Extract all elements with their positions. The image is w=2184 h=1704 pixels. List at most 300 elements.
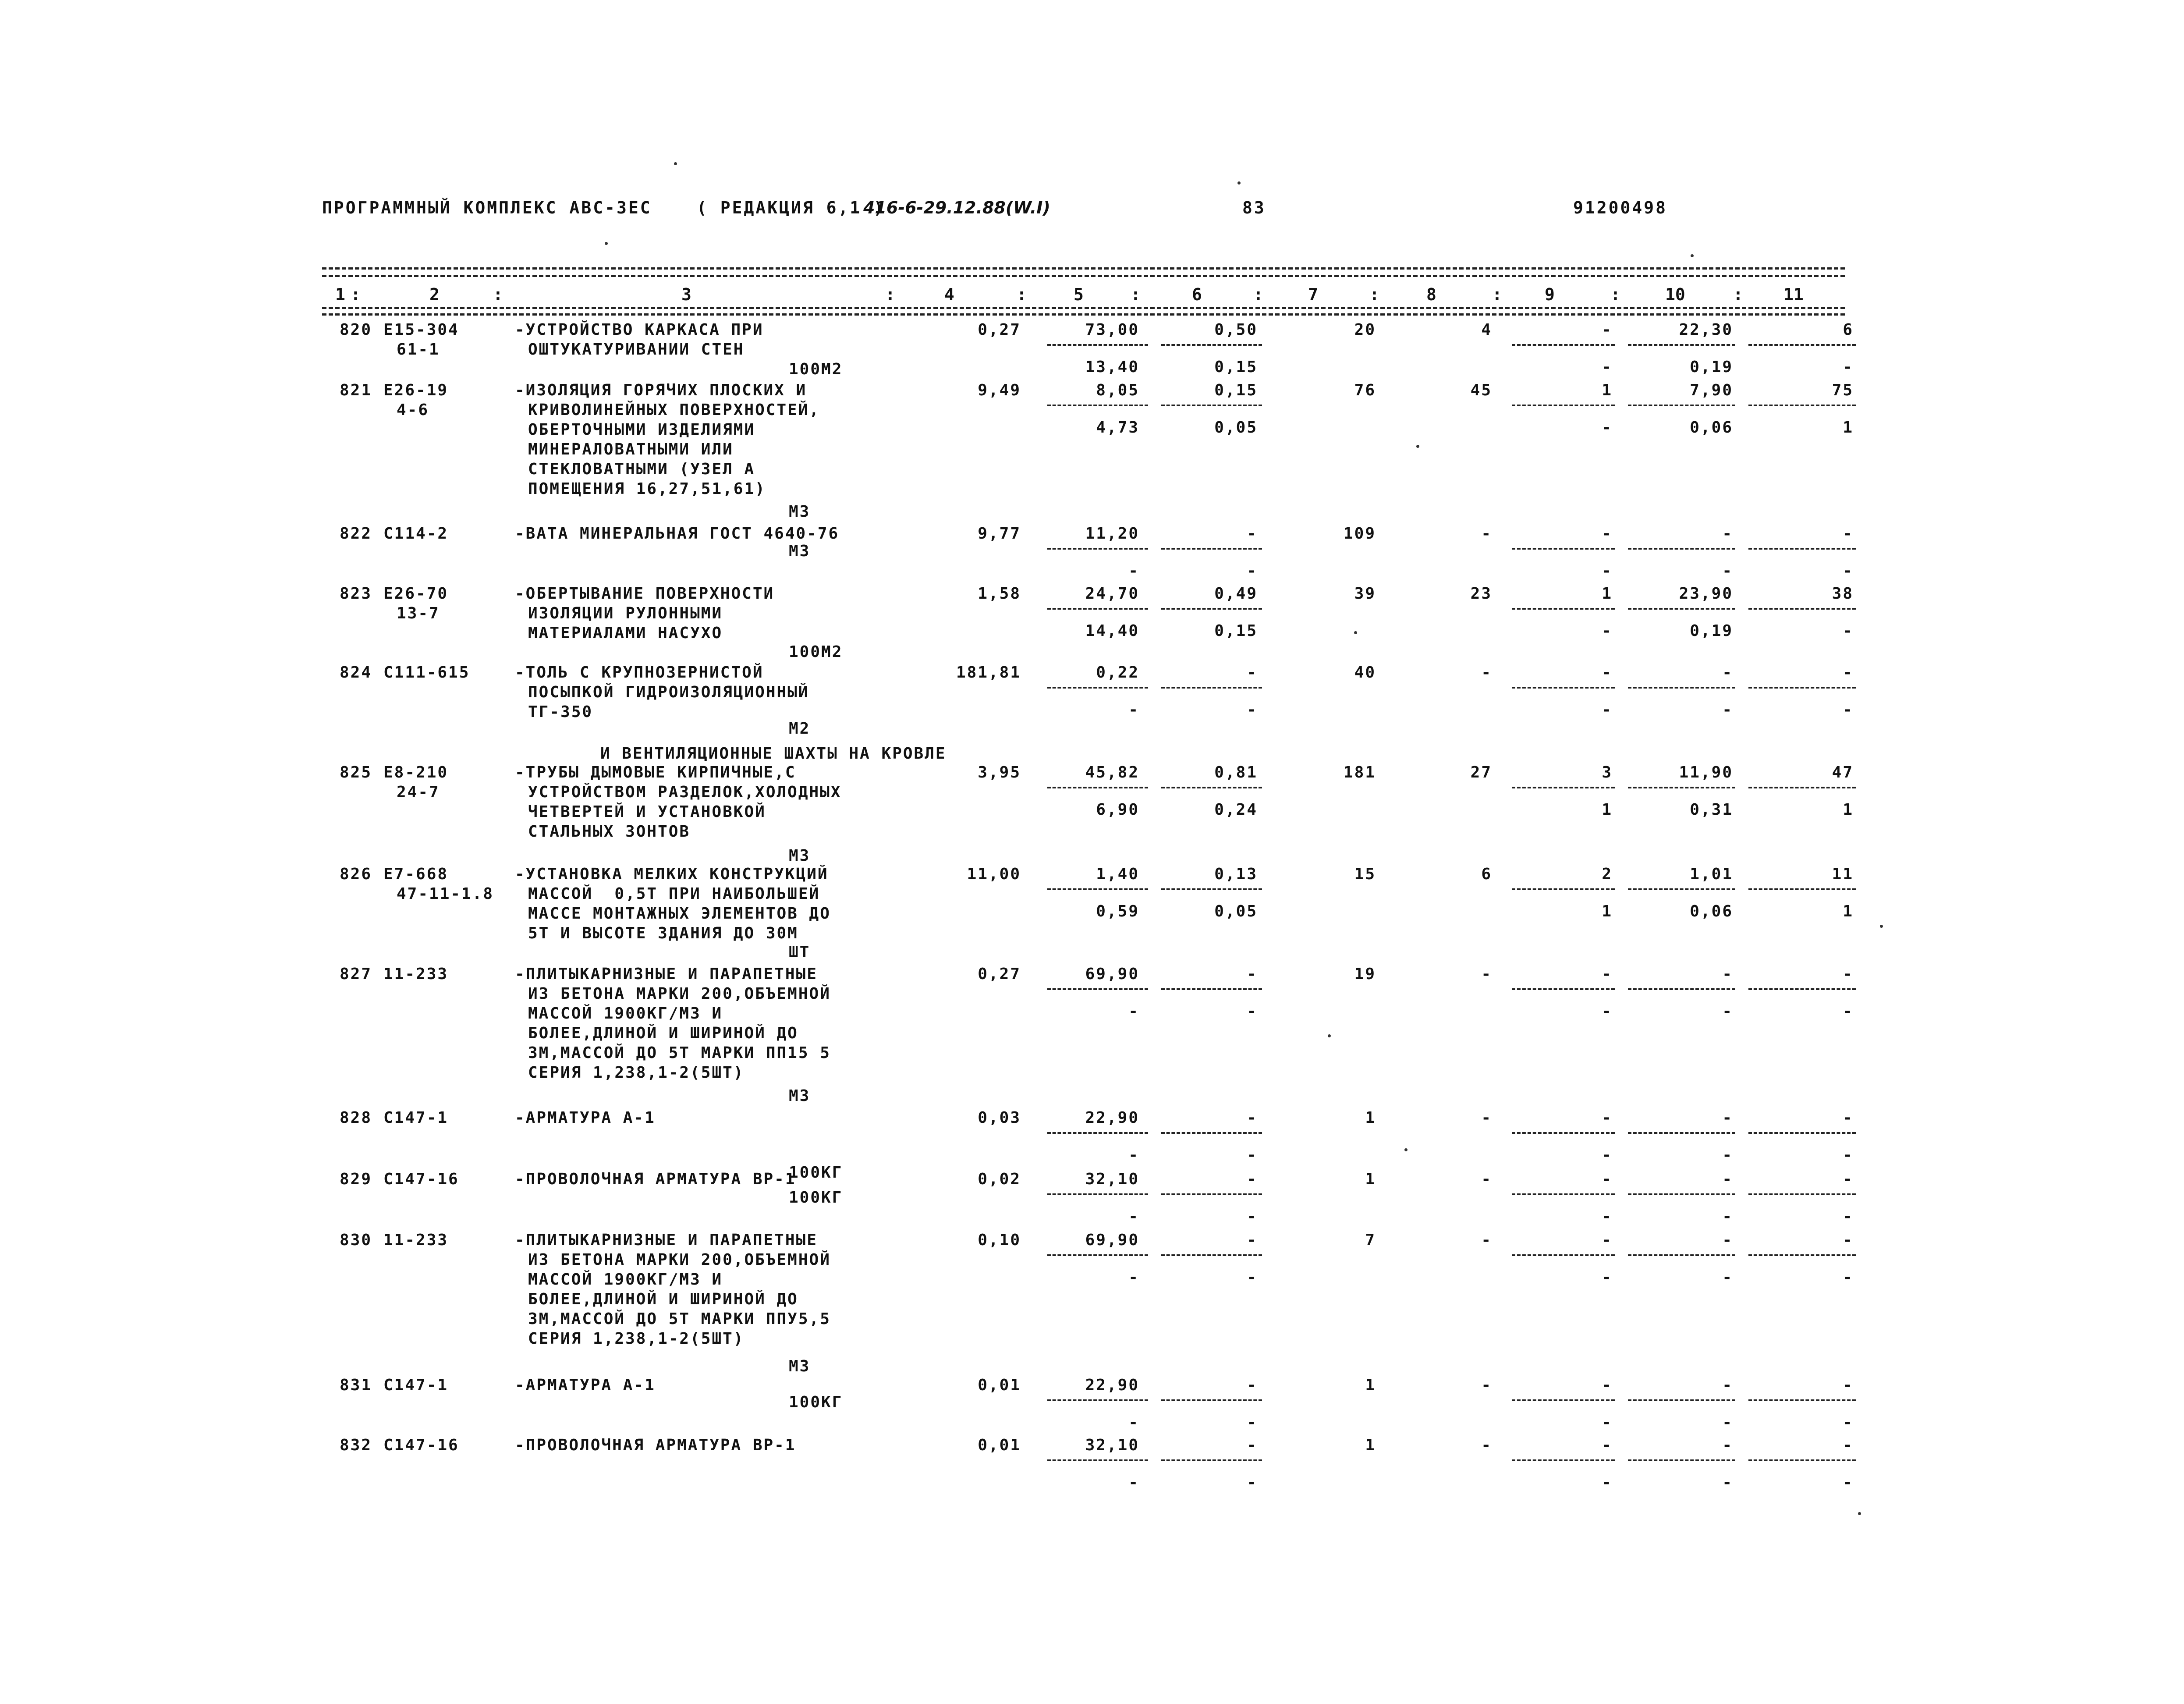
cell-underline — [1047, 405, 1148, 406]
cell-c8: - — [1481, 1109, 1492, 1127]
work-description: ИЗ БЕТОНА МАРКИ 200,ОБЪЕМНОЙ — [528, 985, 831, 1003]
table-header-rule-2 — [322, 313, 1845, 316]
work-description: -ВАТА МИНЕРАЛЬНАЯ ГОСТ 4640-76 — [515, 525, 840, 543]
cell-underline — [1628, 1399, 1735, 1401]
cell-b5: 0,59 — [1096, 902, 1139, 920]
cell-c10: - — [1722, 965, 1733, 983]
work-description: СТЕКЛОВАТНЫМИ (УЗЕЛ А — [528, 460, 755, 478]
cell-b11: 1 — [1843, 419, 1854, 437]
cell-b11: 1 — [1843, 902, 1854, 920]
cell-c5: 69,90 — [1085, 1231, 1139, 1249]
cell-b10: - — [1722, 1146, 1733, 1164]
table-top-rule-2 — [322, 275, 1845, 277]
cell-c10: - — [1722, 1436, 1733, 1454]
cell-c11: - — [1843, 1170, 1854, 1188]
cell-c6: - — [1247, 664, 1258, 682]
cell-underline — [1047, 1132, 1148, 1134]
cell-underline — [1512, 1254, 1615, 1256]
program-name: ПРОГРАММНЫЙ КОМПЛЕКС АВС-ЗЕС — [322, 198, 652, 217]
cell-c7: 181 — [1343, 763, 1376, 781]
unit-of-measure: 100КГ — [789, 1393, 843, 1411]
cell-c9: - — [1602, 664, 1613, 682]
cell-c8: 6 — [1481, 865, 1492, 883]
cell-underline — [1047, 787, 1148, 788]
cell-underline — [1161, 344, 1262, 346]
cell-c11: - — [1843, 965, 1854, 983]
cell-underline — [1161, 548, 1262, 550]
cell-c10: 22,30 — [1679, 321, 1733, 339]
cell-b6: - — [1247, 1473, 1258, 1491]
cell-underline — [1748, 1193, 1856, 1195]
cell-underline — [1748, 405, 1856, 406]
cell-c5: 1,40 — [1096, 865, 1139, 883]
cell-b5: - — [1128, 1146, 1139, 1164]
cell-b5: - — [1128, 1473, 1139, 1491]
work-description: ТГ-350 — [528, 703, 593, 721]
work-description: -ТРУБЫ ДЫМОВЫЕ КИРПИЧНЫЕ,С — [515, 763, 796, 781]
cell-c7: 1 — [1365, 1376, 1376, 1394]
cell-c11: 6 — [1843, 321, 1854, 339]
cell-c11: - — [1843, 1436, 1854, 1454]
rate-code: С147-1 — [383, 1376, 449, 1394]
col-header-3: 3 — [681, 285, 691, 304]
cell-c6: 0,13 — [1214, 865, 1258, 883]
cell-c6: 0,49 — [1214, 585, 1258, 603]
row-number: 830 — [340, 1231, 372, 1249]
cell-b10: - — [1722, 1207, 1733, 1225]
cell-b6: 0,05 — [1214, 902, 1258, 920]
cell-underline — [1161, 1193, 1262, 1195]
cell-c9: - — [1602, 965, 1613, 983]
col-header-5: 5 — [1074, 285, 1084, 304]
work-description: МАССЕ МОНТАЖНЫХ ЭЛЕМЕНТОВ ДО — [528, 905, 831, 923]
cell-c11: 47 — [1832, 763, 1854, 781]
cell-c7: 20 — [1354, 321, 1376, 339]
work-description: СТАЛЬНЫХ ЗОНТОВ — [528, 823, 691, 841]
cell-underline — [1628, 344, 1735, 346]
cell-b9: - — [1602, 358, 1613, 376]
cell-c10: - — [1722, 1376, 1733, 1394]
handwritten-note: 416-6-29.12.88(W.I) — [863, 198, 1050, 217]
cell-c5: 32,10 — [1085, 1436, 1139, 1454]
unit-of-measure: М3 — [789, 1357, 811, 1375]
cell-underline — [1512, 1193, 1615, 1195]
rate-code: Е15-304 — [383, 321, 459, 339]
cell-c6: - — [1247, 1376, 1258, 1394]
cell-qty: 0,01 — [978, 1376, 1021, 1394]
cell-c7: 1 — [1365, 1109, 1376, 1127]
unit-of-measure: М2 — [789, 720, 811, 738]
work-description: -АРМАТУРА А-1 — [515, 1376, 656, 1394]
cell-qty: 9,77 — [978, 525, 1021, 543]
cell-c10: 1,01 — [1690, 865, 1733, 883]
rate-code: 11-233 — [383, 965, 449, 983]
cell-b9: - — [1602, 1207, 1613, 1225]
row-number: 828 — [340, 1109, 372, 1127]
work-description: МАССОЙ 1900КГ/М3 И — [528, 1005, 723, 1022]
cell-underline — [1047, 608, 1148, 610]
cell-b6: 0,05 — [1214, 419, 1258, 437]
cell-c8: 45 — [1470, 381, 1492, 399]
cell-c9: 1 — [1602, 585, 1613, 603]
cell-b11: - — [1843, 701, 1854, 719]
cell-b10: - — [1722, 701, 1733, 719]
cell-b11: - — [1843, 1413, 1854, 1431]
row-number: 824 — [340, 664, 372, 682]
cell-underline — [1748, 1254, 1856, 1256]
work-description: МАССОЙ 0,5Т ПРИ НАИБОЛЬШЕЙ — [528, 885, 820, 903]
work-description: ИЗ БЕТОНА МАРКИ 200,ОБЪЕМНОЙ — [528, 1251, 831, 1269]
cell-c6: - — [1247, 1231, 1258, 1249]
cell-underline — [1161, 405, 1262, 406]
cell-c11: 38 — [1832, 585, 1854, 603]
cell-c7: 1 — [1365, 1170, 1376, 1188]
rate-code: С147-16 — [383, 1170, 459, 1188]
cell-c6: 0,50 — [1214, 321, 1258, 339]
cell-underline — [1748, 1459, 1856, 1461]
rate-code: С147-1 — [383, 1109, 449, 1127]
cell-underline — [1047, 888, 1148, 890]
rate-code: 4-6 — [397, 401, 429, 419]
table-header-rule — [322, 307, 1845, 309]
work-description: -ОБЕРТЫВАНИЕ ПОВЕРХНОСТИ — [515, 585, 775, 603]
cell-b10: - — [1722, 562, 1733, 580]
work-description: -ПРОВОЛОЧНАЯ АРМАТУРА ВР-1 — [515, 1170, 796, 1188]
cell-c7: 76 — [1354, 381, 1376, 399]
col-header-10: 10 — [1665, 285, 1685, 304]
cell-underline — [1161, 687, 1262, 689]
cell-c5: 22,90 — [1085, 1109, 1139, 1127]
rate-code: 11-233 — [383, 1231, 449, 1249]
cell-qty: 0,03 — [978, 1109, 1021, 1127]
cell-underline — [1047, 988, 1148, 990]
edition-label: ( РЕДАКЦИЯ 6,1 ) — [697, 198, 886, 217]
cell-underline — [1512, 687, 1615, 689]
cell-c8: - — [1481, 1231, 1492, 1249]
cell-underline — [1161, 1459, 1262, 1461]
cell-b10: - — [1722, 1473, 1733, 1491]
cell-underline — [1628, 405, 1735, 406]
cell-b9: - — [1602, 419, 1613, 437]
rate-code: Е26-19 — [383, 381, 449, 399]
cell-c6: - — [1247, 965, 1258, 983]
col-header-1: 1 — [335, 285, 345, 304]
row-number: 823 — [340, 585, 372, 603]
cell-underline — [1512, 988, 1615, 990]
work-description: ОШТУКАТУРИВАНИИ СТЕН — [528, 341, 745, 359]
work-description: -УСТАНОВКА МЕЛКИХ КОНСТРУКЦИЙ — [515, 865, 829, 883]
cell-b5: - — [1128, 1002, 1139, 1020]
cell-underline — [1512, 1132, 1615, 1134]
col-header-2: 2 — [429, 285, 440, 304]
cell-b5: - — [1128, 562, 1139, 580]
unit-of-measure: 100КГ — [789, 1189, 843, 1207]
col-header-6: 6 — [1192, 285, 1202, 304]
row-number: 821 — [340, 381, 372, 399]
cell-c7: 15 — [1354, 865, 1376, 883]
unit-of-measure: М3 — [789, 542, 811, 560]
cell-c5: 11,20 — [1085, 525, 1139, 543]
cell-b11: - — [1843, 1268, 1854, 1286]
cell-c7: 19 — [1354, 965, 1376, 983]
cell-qty: 181,81 — [956, 664, 1021, 682]
work-description: СЕРИЯ 1,238,1-2(5ШТ) — [528, 1064, 745, 1082]
cell-b6: - — [1247, 1268, 1258, 1286]
cell-c6: 0,81 — [1214, 763, 1258, 781]
row-number: 820 — [340, 321, 372, 339]
cell-b9: - — [1602, 1413, 1613, 1431]
cell-underline — [1161, 988, 1262, 990]
cell-b6: - — [1247, 1002, 1258, 1020]
rate-code: С111-615 — [383, 664, 470, 682]
col-header-8: 8 — [1426, 285, 1436, 304]
cell-c8: - — [1481, 1436, 1492, 1454]
cell-c8: - — [1481, 1376, 1492, 1394]
cell-b5: 13,40 — [1085, 358, 1139, 376]
cell-c9: - — [1602, 525, 1613, 543]
work-description: -ПЛИТЫКАРНИЗНЫЕ И ПАРАПЕТНЫЕ — [515, 1231, 818, 1249]
cell-c10: - — [1722, 525, 1733, 543]
cell-c10: - — [1722, 1109, 1733, 1127]
cell-b11: - — [1843, 1473, 1854, 1491]
cell-b10: 0,19 — [1690, 622, 1733, 640]
cell-b10: 0,06 — [1690, 419, 1733, 437]
cell-b6: - — [1247, 701, 1258, 719]
rate-code: 13-7 — [397, 604, 440, 622]
cell-b6: - — [1247, 1413, 1258, 1431]
row-number: 822 — [340, 525, 372, 543]
work-description: -ПРОВОЛОЧНАЯ АРМАТУРА ВР-1 — [515, 1436, 796, 1454]
row-number: 826 — [340, 865, 372, 883]
cell-c6: - — [1247, 1170, 1258, 1188]
table-top-rule — [322, 267, 1845, 270]
cell-underline — [1047, 1459, 1148, 1461]
unit-of-measure: 100М2 — [789, 360, 843, 378]
cell-c8: - — [1481, 525, 1492, 543]
cell-c7: 109 — [1343, 525, 1376, 543]
work-description: -АРМАТУРА А-1 — [515, 1109, 656, 1127]
cell-b6: 0,15 — [1214, 358, 1258, 376]
cell-underline — [1628, 787, 1735, 788]
work-description: 5Т И ВЫСОТЕ ЗДАНИЯ ДО 30М — [528, 924, 798, 942]
cell-underline — [1047, 1399, 1148, 1401]
cell-c5: 24,70 — [1085, 585, 1139, 603]
cell-c7: 40 — [1354, 664, 1376, 682]
cell-underline — [1748, 888, 1856, 890]
cell-b5: - — [1128, 701, 1139, 719]
rate-code: С147-16 — [383, 1436, 459, 1454]
cell-c9: - — [1602, 1376, 1613, 1394]
cell-b9: - — [1602, 622, 1613, 640]
work-description: ЧЕТВЕРТЕЙ И УСТАНОВКОЙ — [528, 803, 766, 821]
col-header-7: 7 — [1308, 285, 1318, 304]
cell-qty: 0,02 — [978, 1170, 1021, 1188]
cell-c8: 23 — [1470, 585, 1492, 603]
work-description: МИНЕРАЛОВАТНЫМИ ИЛИ — [528, 440, 734, 458]
cell-b10: - — [1722, 1268, 1733, 1286]
cell-underline — [1512, 344, 1615, 346]
cell-underline — [1748, 687, 1856, 689]
cell-c9: - — [1602, 1231, 1613, 1249]
cell-underline — [1047, 687, 1148, 689]
cell-b9: - — [1602, 701, 1613, 719]
cell-b5: 14,40 — [1085, 622, 1139, 640]
col-header-11: 11 — [1783, 285, 1804, 304]
cell-underline — [1512, 1459, 1615, 1461]
cell-qty: 1,58 — [978, 585, 1021, 603]
cell-c8: - — [1481, 965, 1492, 983]
cell-c6: 0,15 — [1214, 381, 1258, 399]
cell-c10: 11,90 — [1679, 763, 1733, 781]
cell-underline — [1628, 888, 1735, 890]
cell-b11: - — [1843, 622, 1854, 640]
cell-underline — [1161, 1399, 1262, 1401]
cell-underline — [1748, 787, 1856, 788]
row-number: 832 — [340, 1436, 372, 1454]
cell-underline — [1628, 608, 1735, 610]
work-description: СЕРИЯ 1,238,1-2(5ШТ) — [528, 1330, 745, 1348]
col-header-9: 9 — [1545, 285, 1555, 304]
work-description: ОБЕРТОЧНЫМИ ИЗДЕЛИЯМИ — [528, 421, 755, 439]
cell-c11: - — [1843, 1109, 1854, 1127]
rate-code: 24-7 — [397, 783, 440, 801]
row-number: 831 — [340, 1376, 372, 1394]
work-description: 3М,МАССОЙ ДО 5Т МАРКИ ПП15 5 — [528, 1044, 831, 1062]
cell-c9: - — [1602, 1170, 1613, 1188]
cell-b9: 1 — [1602, 902, 1613, 920]
cell-underline — [1047, 1193, 1148, 1195]
cell-underline — [1628, 1254, 1735, 1256]
row-number: 827 — [340, 965, 372, 983]
document-code: 91200498 — [1573, 198, 1668, 217]
cell-underline — [1512, 787, 1615, 788]
cell-c6: - — [1247, 525, 1258, 543]
cell-underline — [1047, 1254, 1148, 1256]
cell-underline — [1628, 1459, 1735, 1461]
cell-c9: 2 — [1602, 865, 1613, 883]
row-number: 829 — [340, 1170, 372, 1188]
cell-c7: 39 — [1354, 585, 1376, 603]
cell-underline — [1628, 548, 1735, 550]
rate-code: 47-11-1.8 — [397, 885, 494, 903]
cell-underline — [1748, 548, 1856, 550]
cell-c5: 8,05 — [1096, 381, 1139, 399]
cell-c10: - — [1722, 664, 1733, 682]
cell-c5: 32,10 — [1085, 1170, 1139, 1188]
cell-b5: - — [1128, 1207, 1139, 1225]
rate-code: 61-1 — [397, 341, 440, 359]
unit-of-measure: 100М2 — [789, 643, 843, 661]
cell-c8: 4 — [1481, 321, 1492, 339]
cell-c5: 22,90 — [1085, 1376, 1139, 1394]
cell-b9: - — [1602, 1146, 1613, 1164]
cell-b11: - — [1843, 562, 1854, 580]
cell-b9: - — [1602, 562, 1613, 580]
cell-b9: 1 — [1602, 801, 1613, 819]
cell-c5: 69,90 — [1085, 965, 1139, 983]
cell-b10: 0,06 — [1690, 902, 1733, 920]
cell-underline — [1748, 1132, 1856, 1134]
page-number: 83 — [1242, 198, 1266, 217]
work-description: ПОСЫПКОЙ ГИДРОИЗОЛЯЦИОННЫЙ — [528, 683, 809, 701]
cell-c9: - — [1602, 1109, 1613, 1127]
unit-of-measure: 100КГ — [789, 1164, 843, 1182]
unit-of-measure: ШТ — [789, 943, 811, 961]
row-number: 825 — [340, 763, 372, 781]
cell-underline — [1512, 548, 1615, 550]
unit-of-measure: М3 — [789, 1087, 811, 1105]
cell-underline — [1047, 344, 1148, 346]
cell-c11: 75 — [1832, 381, 1854, 399]
cell-c7: 1 — [1365, 1436, 1376, 1454]
cell-c9: - — [1602, 1436, 1613, 1454]
cell-underline — [1748, 988, 1856, 990]
work-description: МАТЕРИАЛАМИ НАСУХО — [528, 624, 723, 642]
cell-c8: - — [1481, 664, 1492, 682]
cell-c11: - — [1843, 664, 1854, 682]
work-description: БОЛЕЕ,ДЛИНОЙ И ШИРИНОЙ ДО — [528, 1024, 798, 1042]
cell-b10: 0,19 — [1690, 358, 1733, 376]
cell-qty: 0,27 — [978, 321, 1021, 339]
cell-c11: - — [1843, 525, 1854, 543]
cell-qty: 3,95 — [978, 763, 1021, 781]
cell-underline — [1047, 548, 1148, 550]
cell-b5: - — [1128, 1268, 1139, 1286]
cell-b11: - — [1843, 358, 1854, 376]
cell-b6: - — [1247, 1146, 1258, 1164]
cell-b9: - — [1602, 1002, 1613, 1020]
cell-qty: 0,27 — [978, 965, 1021, 983]
rate-code: Е8-210 — [383, 763, 449, 781]
cell-underline — [1512, 608, 1615, 610]
cell-underline — [1512, 1399, 1615, 1401]
cell-c9: - — [1602, 321, 1613, 339]
cell-underline — [1748, 608, 1856, 610]
work-description: ИЗОЛЯЦИИ РУЛОННЫМИ — [528, 604, 723, 622]
cell-underline — [1512, 405, 1615, 406]
cell-b5: 4,73 — [1096, 419, 1139, 437]
cell-c10: 23,90 — [1679, 585, 1733, 603]
cell-b6: 0,24 — [1214, 801, 1258, 819]
cell-c10: - — [1722, 1170, 1733, 1188]
work-description: УСТРОЙСТВОМ РАЗДЕЛОК,ХОЛОДНЫХ — [528, 783, 842, 801]
cell-underline — [1748, 1399, 1856, 1401]
cell-b5: 6,90 — [1096, 801, 1139, 819]
cell-underline — [1628, 988, 1735, 990]
cell-qty: 0,10 — [978, 1231, 1021, 1249]
work-description: -ПЛИТЫКАРНИЗНЫЕ И ПАРАПЕТНЫЕ — [515, 965, 818, 983]
cell-b9: - — [1602, 1473, 1613, 1491]
cell-c6: - — [1247, 1436, 1258, 1454]
cell-b6: 0,15 — [1214, 622, 1258, 640]
cell-b10: - — [1722, 1413, 1733, 1431]
cell-c10: - — [1722, 1231, 1733, 1249]
cell-c9: 3 — [1602, 763, 1613, 781]
cell-underline — [1161, 1132, 1262, 1134]
cell-b6: - — [1247, 562, 1258, 580]
cell-b9: - — [1602, 1268, 1613, 1286]
cell-c11: 11 — [1832, 865, 1854, 883]
rate-code: Е26-70 — [383, 585, 449, 603]
cell-underline — [1161, 787, 1262, 788]
unit-of-measure: М3 — [789, 503, 811, 521]
work-description: -УСТРОЙСТВО КАРКАСА ПРИ — [515, 321, 764, 339]
cell-b5: - — [1128, 1413, 1139, 1431]
rate-code: Е7-668 — [383, 865, 449, 883]
cell-underline — [1628, 687, 1735, 689]
work-description: КРИВОЛИНЕЙНЫХ ПОВЕРХНОСТЕЙ, — [528, 401, 820, 419]
rate-code: С114-2 — [383, 525, 449, 543]
